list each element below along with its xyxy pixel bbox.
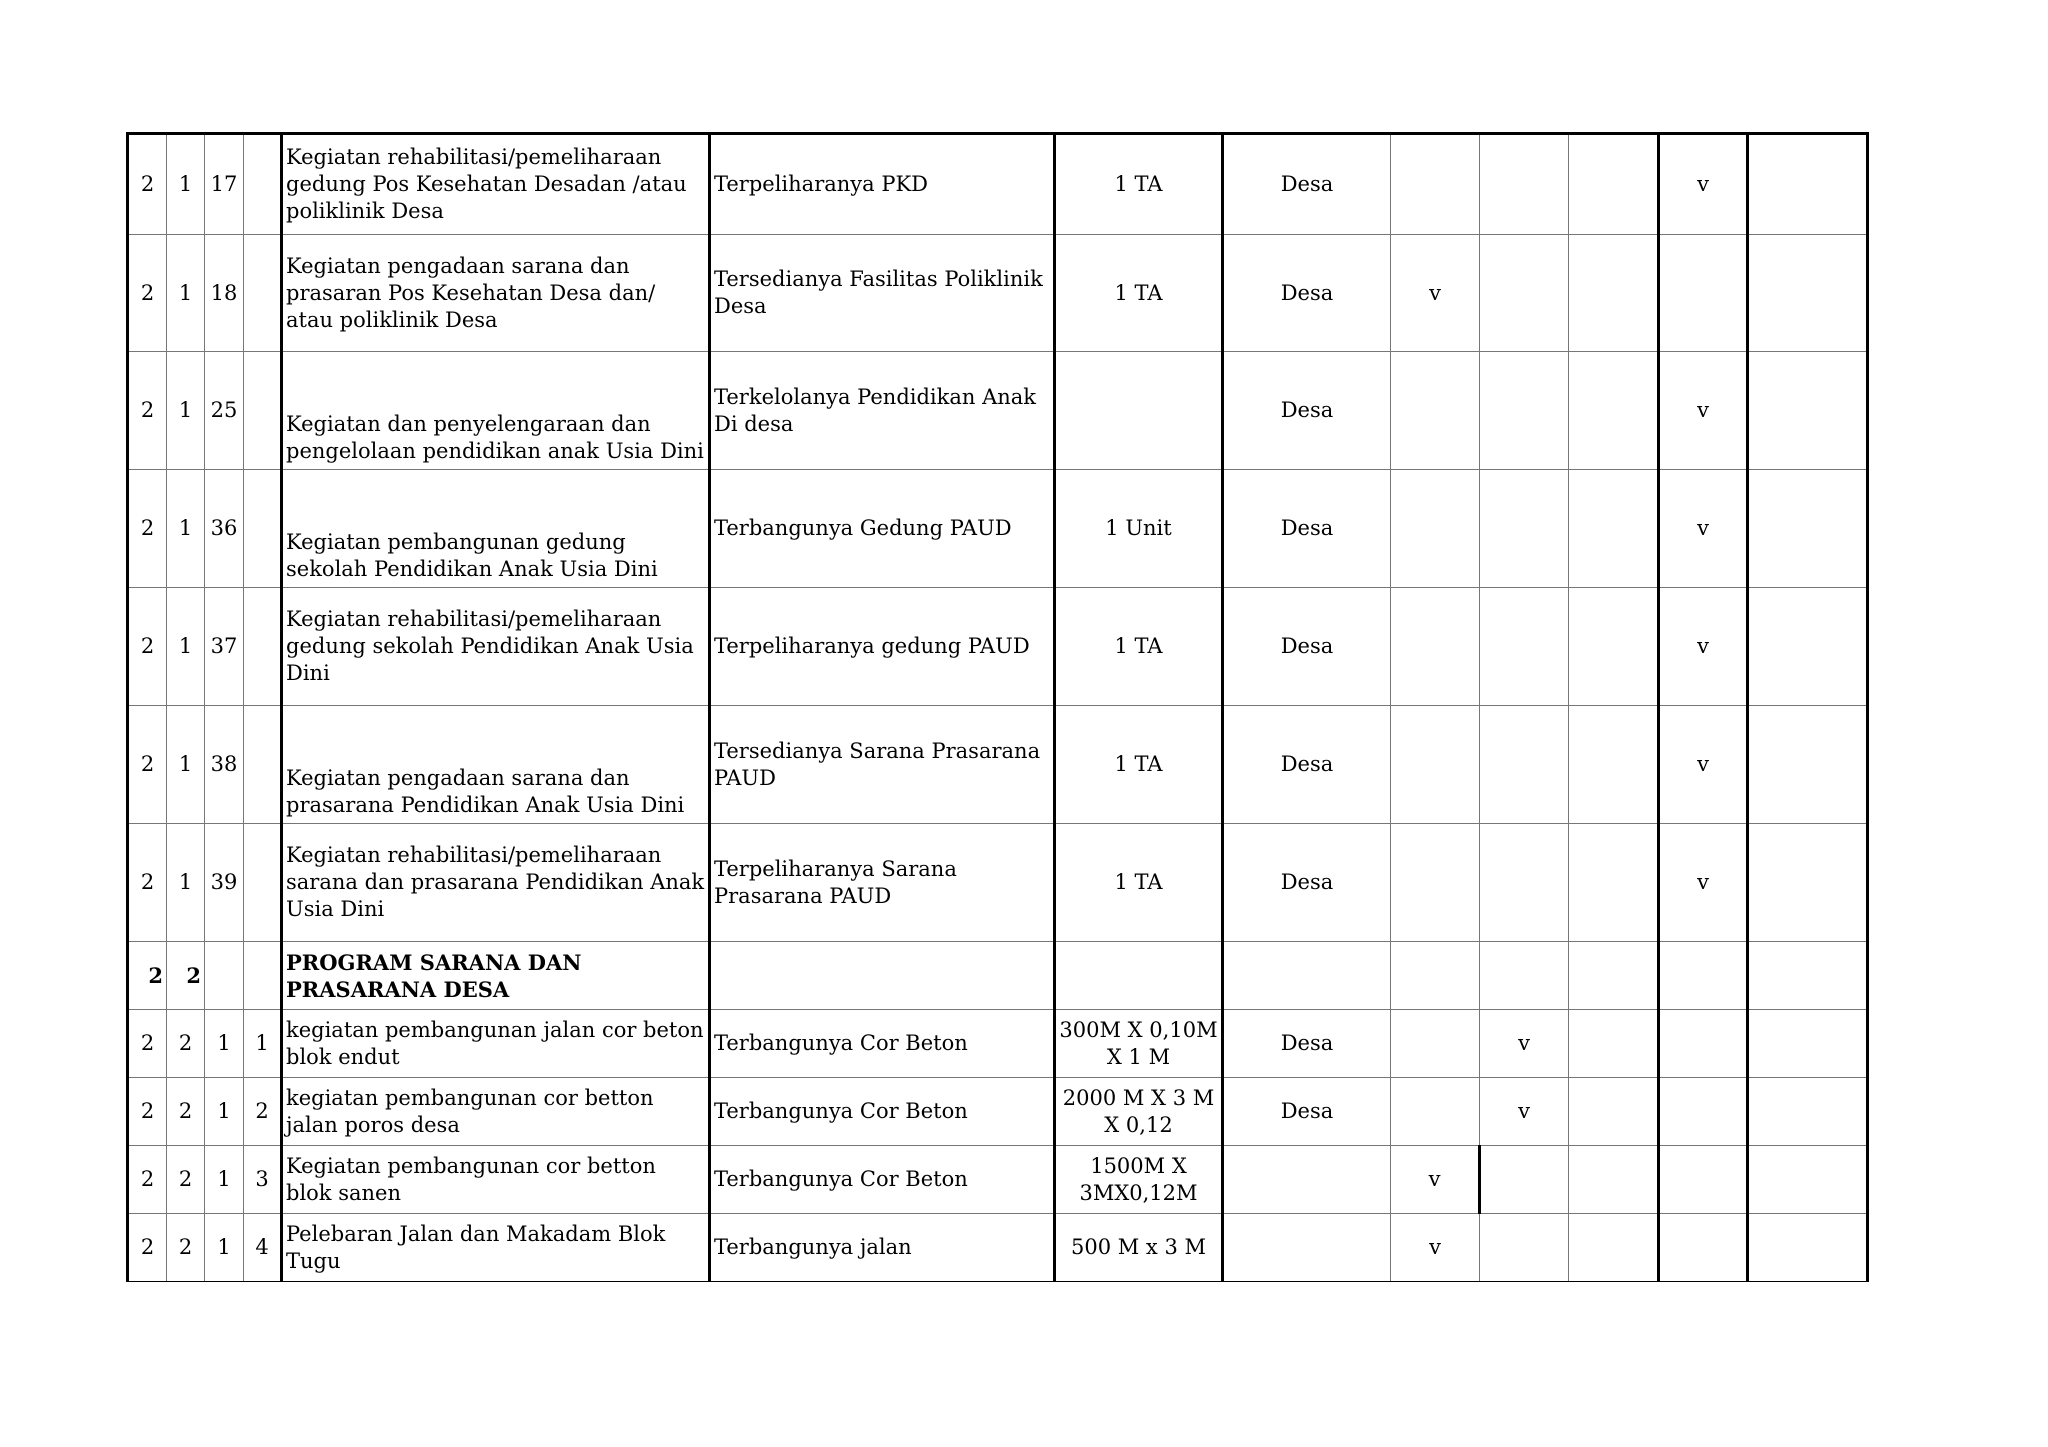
activity-location bbox=[1223, 942, 1391, 1010]
activity-volume: 1500M X 3MX0,12M bbox=[1055, 1146, 1223, 1214]
table-row bbox=[128, 1078, 1868, 1146]
year-1-mark bbox=[1391, 588, 1480, 706]
year-3-mark bbox=[1569, 134, 1659, 235]
table-row bbox=[128, 1010, 1868, 1078]
year-5-mark bbox=[1748, 588, 1868, 706]
activity-volume bbox=[1055, 942, 1223, 1010]
code-2: 2 bbox=[167, 1010, 205, 1078]
year-5-mark bbox=[1748, 1214, 1868, 1282]
year-1-mark bbox=[1391, 1010, 1480, 1078]
year-1-mark bbox=[1391, 134, 1480, 235]
code-3: 1 bbox=[205, 1010, 244, 1078]
year-5-mark bbox=[1748, 1146, 1868, 1214]
code-2: 2 bbox=[167, 1214, 205, 1282]
year-3-mark bbox=[1569, 1078, 1659, 1146]
year-3-mark bbox=[1569, 1146, 1659, 1214]
activity-output: Tersedianya Sarana Prasarana PAUD bbox=[710, 706, 1055, 824]
activity-output bbox=[710, 942, 1055, 1010]
code-3: 17 bbox=[205, 134, 244, 235]
year-1-mark bbox=[1391, 1078, 1480, 1146]
activity-output: Terbangunya Cor Beton bbox=[710, 1078, 1055, 1146]
code-2: 1 bbox=[167, 588, 205, 706]
code-4: 4 bbox=[244, 1214, 282, 1282]
year-4-mark bbox=[1659, 1214, 1748, 1282]
activity-volume: 2000 M X 3 M X 0,12 bbox=[1055, 1078, 1223, 1146]
table-row bbox=[128, 824, 1868, 942]
activity-name: Kegiatan rehabilitasi/pemeliharaan gedung Pos Kesehatan Desadan /atau poliklinik Desa bbox=[282, 134, 710, 235]
code-1: 2 bbox=[128, 1078, 167, 1146]
code-4 bbox=[244, 942, 282, 1010]
year-5-mark bbox=[1748, 352, 1868, 470]
activity-output: Terbangunya Cor Beton bbox=[710, 1010, 1055, 1078]
code-2: 1 bbox=[167, 824, 205, 942]
code-1: 2 bbox=[128, 588, 167, 706]
year-4-mark: v bbox=[1659, 824, 1748, 942]
year-1-mark bbox=[1391, 352, 1480, 470]
activity-location: Desa bbox=[1223, 235, 1391, 352]
code-2: 1 bbox=[167, 706, 205, 824]
activity-output: Terpeliharanya PKD bbox=[710, 134, 1055, 235]
activity-location: Desa bbox=[1223, 134, 1391, 235]
activity-volume: 300M X 0,10M X 1 M bbox=[1055, 1010, 1223, 1078]
table-row bbox=[128, 235, 1868, 352]
year-2-mark: v bbox=[1480, 1078, 1569, 1146]
table-row bbox=[128, 470, 1868, 588]
code-1: 2 bbox=[128, 235, 167, 352]
year-2-mark bbox=[1480, 942, 1569, 1010]
year-3-mark bbox=[1569, 824, 1659, 942]
table-row bbox=[128, 588, 1868, 706]
year-1-mark: v bbox=[1391, 235, 1480, 352]
code-3: 1 bbox=[205, 1214, 244, 1282]
activity-name: kegiatan pembangunan jalan cor beton blok endut bbox=[282, 1010, 710, 1078]
year-1-mark bbox=[1391, 706, 1480, 824]
activity-name: Pelebaran Jalan dan Makadam Blok Tugu bbox=[282, 1214, 710, 1282]
code-2: 2 bbox=[167, 942, 205, 1010]
code-1: 2 bbox=[128, 352, 167, 470]
code-1: 2 bbox=[128, 1214, 167, 1282]
year-4-mark bbox=[1659, 235, 1748, 352]
activity-volume: 1 TA bbox=[1055, 588, 1223, 706]
activity-name: Kegiatan pengadaan sarana dan prasaran Pos Kesehatan Desa dan/ atau poliklinik Desa bbox=[282, 235, 710, 352]
year-4-mark: v bbox=[1659, 352, 1748, 470]
year-4-mark bbox=[1659, 942, 1748, 1010]
year-4-mark bbox=[1659, 1146, 1748, 1214]
code-4 bbox=[244, 824, 282, 942]
code-2: 2 bbox=[167, 1078, 205, 1146]
code-4 bbox=[244, 134, 282, 235]
activity-name: Kegiatan rehabilitasi/pemeliharaan sarana dan prasarana Pendidikan Anak Usia Dini bbox=[282, 824, 710, 942]
year-3-mark bbox=[1569, 235, 1659, 352]
year-2-mark bbox=[1480, 235, 1569, 352]
activity-name: Kegiatan pengadaan sarana dan prasarana Pendidikan Anak Usia Dini bbox=[282, 706, 710, 824]
year-5-mark bbox=[1748, 134, 1868, 235]
year-4-mark: v bbox=[1659, 706, 1748, 824]
activity-location: Desa bbox=[1223, 470, 1391, 588]
code-2: 1 bbox=[167, 235, 205, 352]
year-4-mark: v bbox=[1659, 470, 1748, 588]
activity-volume: 1 TA bbox=[1055, 235, 1223, 352]
activity-name: kegiatan pembangunan cor betton jalan poros desa bbox=[282, 1078, 710, 1146]
year-4-mark bbox=[1659, 1078, 1748, 1146]
code-1: 2 bbox=[128, 470, 167, 588]
activity-output: Tersedianya Fasilitas Poliklinik Desa bbox=[710, 235, 1055, 352]
activity-location bbox=[1223, 1214, 1391, 1282]
year-2-mark bbox=[1480, 134, 1569, 235]
code-1: 2 bbox=[128, 824, 167, 942]
year-4-mark: v bbox=[1659, 134, 1748, 235]
code-2: 1 bbox=[167, 352, 205, 470]
activity-volume: 1 Unit bbox=[1055, 470, 1223, 588]
year-3-mark bbox=[1569, 1214, 1659, 1282]
year-5-mark bbox=[1748, 706, 1868, 824]
year-1-mark bbox=[1391, 470, 1480, 588]
program-row bbox=[128, 942, 1868, 1010]
year-3-mark bbox=[1569, 352, 1659, 470]
activity-location: Desa bbox=[1223, 824, 1391, 942]
code-3: 36 bbox=[205, 470, 244, 588]
year-4-mark: v bbox=[1659, 588, 1748, 706]
year-3-mark bbox=[1569, 1010, 1659, 1078]
program-title: PROGRAM SARANA DAN PRASARANA DESA bbox=[282, 942, 710, 1010]
code-3: 1 bbox=[205, 1146, 244, 1214]
code-4: 2 bbox=[244, 1078, 282, 1146]
code-4 bbox=[244, 470, 282, 588]
code-3: 39 bbox=[205, 824, 244, 942]
activity-volume bbox=[1055, 352, 1223, 470]
activity-volume: 1 TA bbox=[1055, 824, 1223, 942]
year-3-mark bbox=[1569, 706, 1659, 824]
year-5-mark bbox=[1748, 470, 1868, 588]
code-1: 2 bbox=[128, 942, 167, 1010]
table-row bbox=[128, 352, 1868, 470]
year-2-mark bbox=[1480, 706, 1569, 824]
code-3: 18 bbox=[205, 235, 244, 352]
year-4-mark bbox=[1659, 1010, 1748, 1078]
year-2-mark bbox=[1480, 588, 1569, 706]
year-5-mark bbox=[1748, 1010, 1868, 1078]
year-3-mark bbox=[1569, 942, 1659, 1010]
table-row bbox=[128, 706, 1868, 824]
year-2-mark bbox=[1480, 1214, 1569, 1282]
code-2: 2 bbox=[167, 1146, 205, 1214]
code-4 bbox=[244, 352, 282, 470]
code-1: 2 bbox=[128, 1146, 167, 1214]
year-5-mark bbox=[1748, 824, 1868, 942]
year-1-mark bbox=[1391, 942, 1480, 1010]
code-1: 2 bbox=[128, 706, 167, 824]
code-3: 25 bbox=[205, 352, 244, 470]
activity-location: Desa bbox=[1223, 352, 1391, 470]
activity-volume: 1 TA bbox=[1055, 706, 1223, 824]
activity-location: Desa bbox=[1223, 1078, 1391, 1146]
activity-name: Kegiatan rehabilitasi/pemeliharaan gedung sekolah Pendidikan Anak Usia Dini bbox=[282, 588, 710, 706]
code-3: 1 bbox=[205, 1078, 244, 1146]
year-3-mark bbox=[1569, 588, 1659, 706]
year-2-mark bbox=[1480, 470, 1569, 588]
code-2: 1 bbox=[167, 470, 205, 588]
year-3-mark bbox=[1569, 470, 1659, 588]
code-3: 37 bbox=[205, 588, 244, 706]
code-4: 1 bbox=[244, 1010, 282, 1078]
activity-output: Terbangunya jalan bbox=[710, 1214, 1055, 1282]
activity-name: Kegiatan pembangunan gedung sekolah Pendidikan Anak Usia Dini bbox=[282, 470, 710, 588]
activity-output: Terbangunya Cor Beton bbox=[710, 1146, 1055, 1214]
activity-table bbox=[126, 132, 1869, 1282]
activity-location: Desa bbox=[1223, 706, 1391, 824]
table-row bbox=[128, 1214, 1868, 1282]
code-4: 3 bbox=[244, 1146, 282, 1214]
code-1: 2 bbox=[128, 134, 167, 235]
code-4 bbox=[244, 235, 282, 352]
activity-location: Desa bbox=[1223, 588, 1391, 706]
year-5-mark bbox=[1748, 942, 1868, 1010]
activity-output: Terbangunya Gedung PAUD bbox=[710, 470, 1055, 588]
year-2-mark bbox=[1480, 824, 1569, 942]
activity-output: Terpeliharanya Sarana Prasarana PAUD bbox=[710, 824, 1055, 942]
code-3 bbox=[205, 942, 244, 1010]
activity-name: Kegiatan pembangunan cor betton blok sanen bbox=[282, 1146, 710, 1214]
table-row bbox=[128, 1146, 1868, 1214]
year-1-mark: v bbox=[1391, 1146, 1480, 1214]
code-4 bbox=[244, 706, 282, 824]
activity-volume: 1 TA bbox=[1055, 134, 1223, 235]
activity-output: Terkelolanya Pendidikan Anak Di desa bbox=[710, 352, 1055, 470]
activity-location bbox=[1223, 1146, 1391, 1214]
year-5-mark bbox=[1748, 235, 1868, 352]
year-2-mark bbox=[1480, 1146, 1569, 1214]
year-5-mark bbox=[1748, 1078, 1868, 1146]
activity-output: Terpeliharanya gedung PAUD bbox=[710, 588, 1055, 706]
activity-volume: 500 M x 3 M bbox=[1055, 1214, 1223, 1282]
year-1-mark bbox=[1391, 824, 1480, 942]
code-1: 2 bbox=[128, 1010, 167, 1078]
code-4 bbox=[244, 588, 282, 706]
year-2-mark bbox=[1480, 352, 1569, 470]
year-1-mark: v bbox=[1391, 1214, 1480, 1282]
code-2: 1 bbox=[167, 134, 205, 235]
table-row bbox=[128, 134, 1868, 235]
year-2-mark: v bbox=[1480, 1010, 1569, 1078]
activity-location: Desa bbox=[1223, 1010, 1391, 1078]
activity-name: Kegiatan dan penyelengaraan dan pengelolaan pendidikan anak Usia Dini bbox=[282, 352, 710, 470]
code-3: 38 bbox=[205, 706, 244, 824]
